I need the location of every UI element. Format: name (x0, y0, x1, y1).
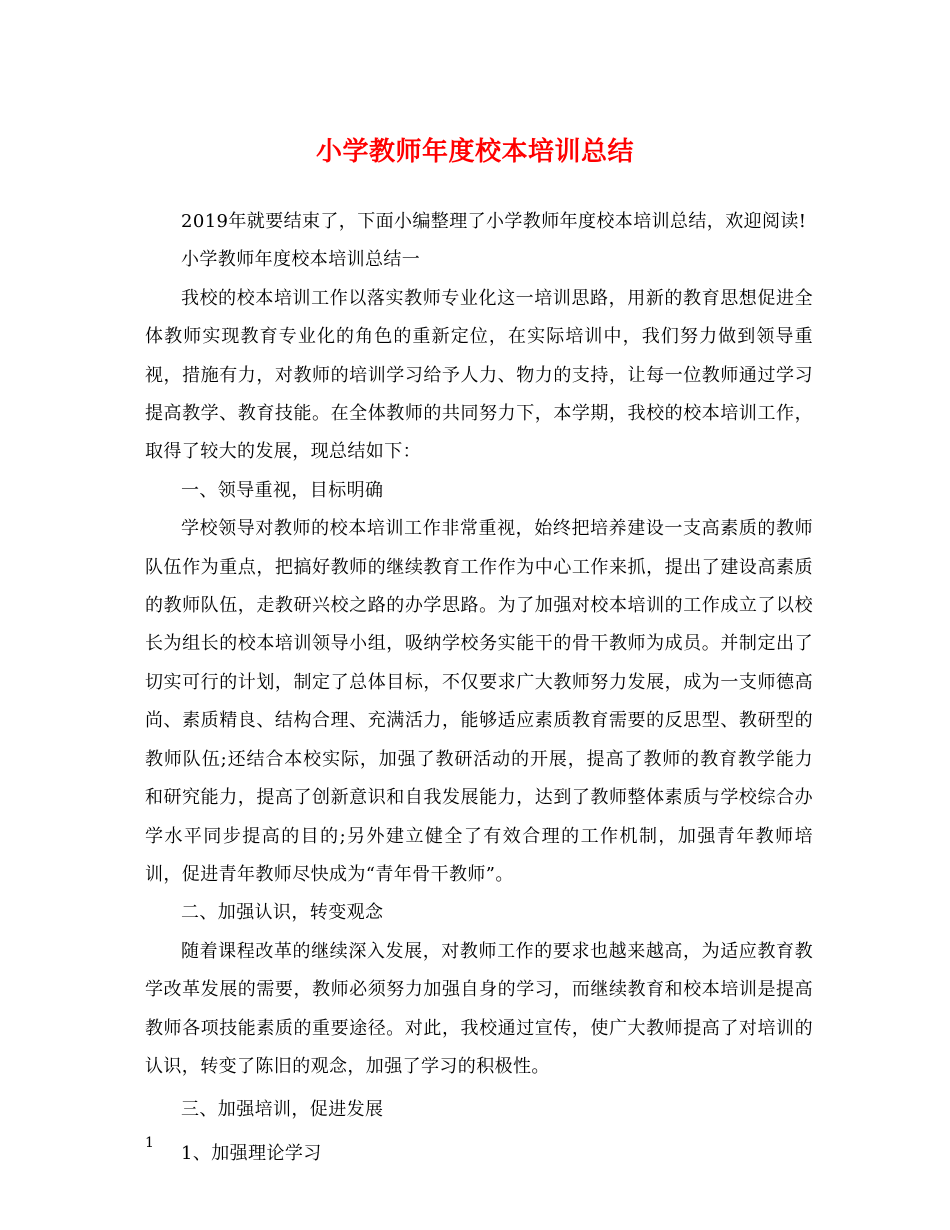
intro-paragraph: 2019年就要结束了，下面小编整理了小学教师年度校本培训总结，欢迎阅读! (181, 211, 807, 232)
section-heading-training: 三、加强培训，促进发展 (181, 1099, 384, 1121)
body-paragraph: 学校领导对教师的校本培训工作非常重视，始终把培养建设一支高素质的教师队伍作为重点，把搞好教师的继续教育工作作为中心工作来抓，提出了建设高素质的教师队伍，走教研兴校之路的办学思路。为了加强对校本培训的工作成立了以校长为组长的校本培训领导小组，吸纳学校务实能干的骨干教师为成员。并制定出了切实可行的计划，制定了总体目标，不仅要求广大教师努力发展，成为一支师德高尚、素质精良、结构合理、充满活力，能够适应素质教育需要的反思型、教研型的教师队伍;还结合本校实际，加强了教研活动的开展，提高了教师的教育教学能力和研究能力，提高了创新意识和自我发展能力，达到了教师整体素质与学校综合办学水平同步提高的目的;另外建立健全了有效合理的工作机制，加强青年教师培训，促进青年教师尽快成为“青年骨干教师”。 (145, 518, 813, 885)
document-title: 小学教师年度校本培训总结 (315, 137, 634, 167)
page-number: 1 (145, 1135, 154, 1151)
subsection-heading-theory: 1、加强理论学习 (181, 1142, 322, 1164)
section-heading-summary-one: 小学教师年度校本培训总结一 (181, 249, 421, 271)
section-heading-awareness: 二、加强认识，转变观念 (181, 902, 384, 924)
document-body (145, 203, 813, 1173)
body-paragraph: 我校的校本培训工作以落实教师专业化这一培训思路，用新的教育思想促进全体教师实现教育专业化的角色的重新定位，在实际培训中，我们努力做到领导重视，措施有力，对教师的培训学习给予人力、物力的支持，让每一位教师通过学习提高教学、教育技能。在全体教师的共同努力下，本学期，我校的校本培训工作，取得了较大的发展，现总结如下： (145, 287, 813, 463)
section-heading-leadership: 一、领导重视，目标明确 (181, 479, 384, 501)
body-paragraph: 随着课程改革的继续深入发展，对教师工作的要求也越来越高，为适应教育教学改革发展的需要，教师必须努力加强自身的学习，而继续教育和校本培训是提高教师各项技能素质的重要途径。对此，我校通过宣传，使广大教师提高了对培训的认识，转变了陈旧的观念，加强了学习的积极性。 (145, 940, 813, 1077)
